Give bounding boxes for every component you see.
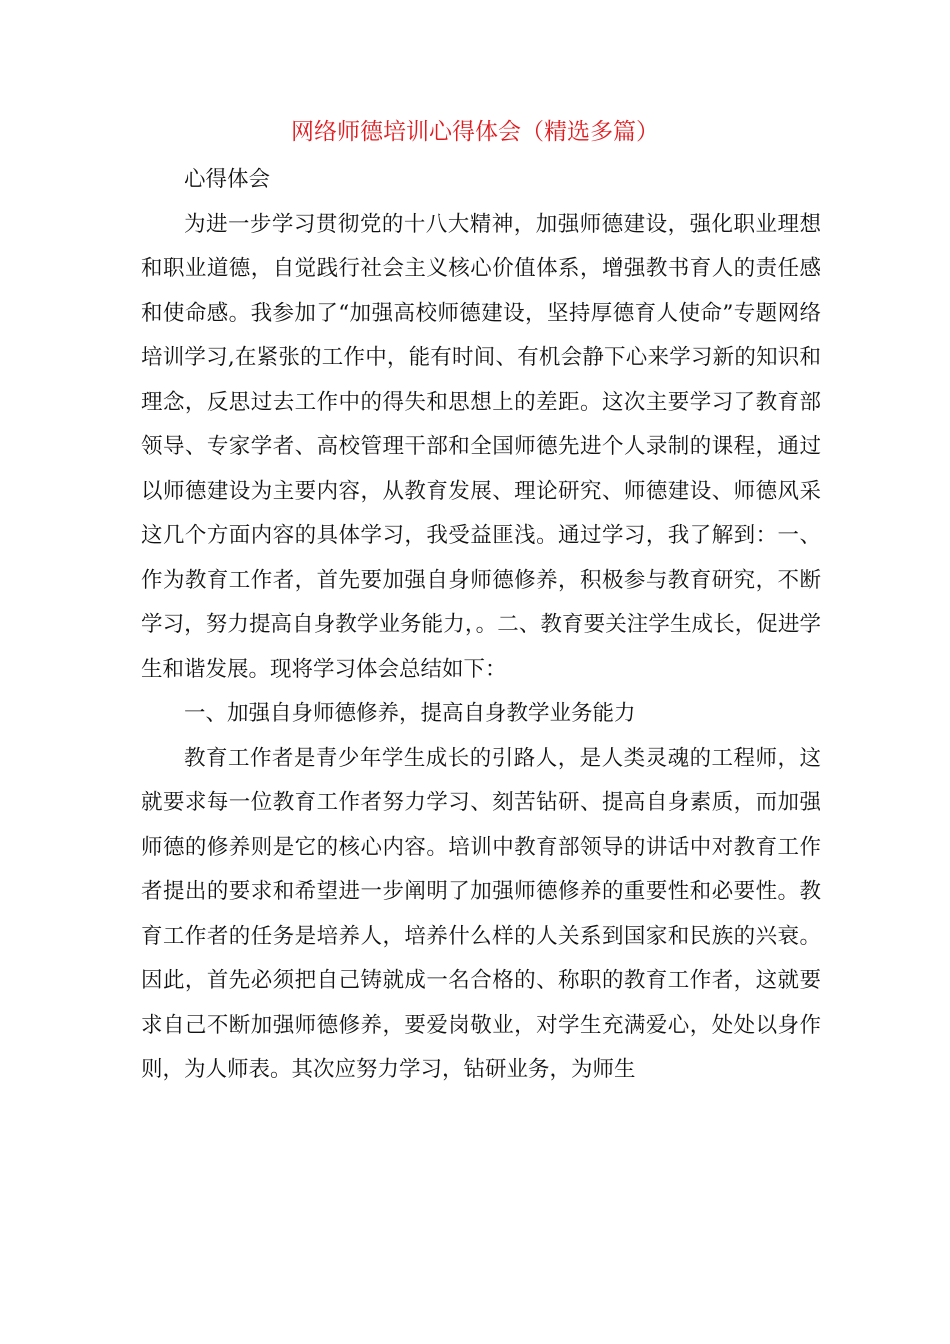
section-heading-1: 一、加强自身师德修养，提高自身教学业务能力 [184,701,636,726]
document-title: 网络师德培训心得体会（精选多篇） [291,119,659,145]
section-heading-xinde: 心得体会 [184,167,271,192]
paragraph-section-1: 教育工作者是青少年学生成长的引路人，是人类灵魂的工程师，这就要求每一位教育工作者努力学习、刻苦钻研、提高自身素质，而加强师德的修养则是它的核心内容。培训中教育部领导的讲话中对教育工作者提出的要求和希望进一步阐明了加强师德修养的重要性和必要性。教育工作者的任务是培养人，培养什么样的人关系到国家和民族的兴衰。因此，首先必须把自己铸就成一名合格的、称职的教育工作者，这就要求自己不断加强师德修养，要爱岗敬业，对学生充满爱心，处处以身作则，为人师表。其次应努力学习，钻研业务，为师生 [141,745,821,1082]
document-body [141,158,821,1093]
paragraph-intro: 为进一步学习贯彻党的十八大精神，加强师德建设，强化职业理想和职业道德，自觉践行社会主义核心价值体系，增强教书育人的责任感和使命感。我参加了“加强高校师德建设，坚持厚德育人使命”专题网络培训学习,在紧张的工作中，能有时间、有机会静下心来学习新的知识和理念，反思过去工作中的得失和思想上的差距。这次主要学习了教育部领导、专家学者、高校管理干部和全国师德先进个人录制的课程，通过以师德建设为主要内容，从教育发展、理论研究、师德建设、师德风采这几个方面内容的具体学习，我受益匪浅。通过学习，我了解到：一、作为教育工作者，首先要加强自身师德修养，积极参与教育研究，不断学习，努力提高自身教学业务能力，。二、教育要关注学生成长，促进学生和谐发展。现将学习体会总结如下： [141,211,821,682]
